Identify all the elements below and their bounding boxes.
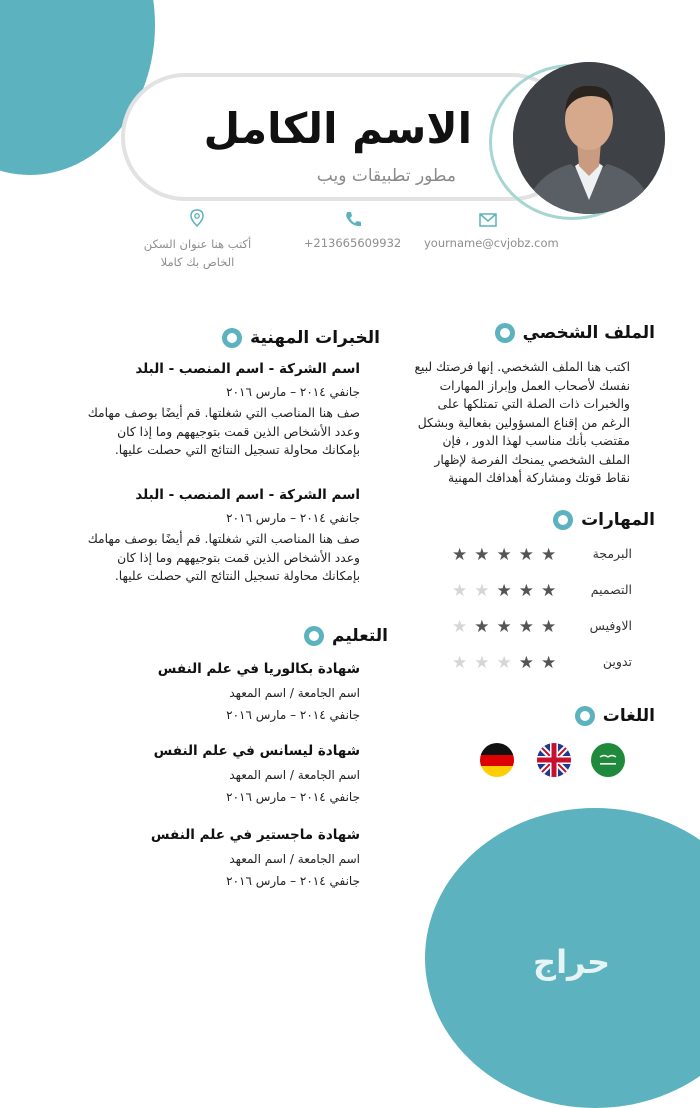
- address-line-2: الخاص بك كاملا: [160, 255, 235, 269]
- star-empty-icon: ★: [452, 617, 468, 637]
- star-empty-icon: ★: [452, 581, 468, 601]
- united-kingdom-flag-icon: [537, 743, 571, 777]
- experience-1-heading: اسم الشركة - اسم المنصب - البلد: [135, 361, 360, 377]
- experience-1-description: صف هنا المناصب التي شغلتها. قم أيضًا بوصف مهامك وعدد الأشخاص الذين قمت بتوجيههم وما إذا كان بإمكانك محاولة تسجيل النتائج التي حصلت عليها.: [87, 406, 360, 457]
- skill-row: [452, 654, 632, 676]
- phone-icon: [343, 210, 363, 228]
- star-filled-icon: ★: [474, 545, 490, 565]
- skill-row: [452, 546, 632, 568]
- email-icon: [478, 211, 498, 229]
- star-filled-icon: ★: [518, 617, 534, 637]
- experience-title: الخبرات المهنية: [250, 328, 380, 348]
- experience-section-header: [222, 328, 380, 348]
- education-2-institution: اسم الجامعة / اسم المعهد: [229, 768, 360, 782]
- star-filled-icon: ★: [496, 545, 512, 565]
- job-title: مطور تطبيقات ويب: [316, 166, 456, 186]
- education-1-degree: شهادة بكالوريا في علم النفس: [157, 661, 360, 677]
- skill-label: البرمجة: [592, 546, 632, 561]
- star-empty-icon: ★: [474, 653, 490, 673]
- skill-rating: [452, 652, 556, 674]
- star-filled-icon: ★: [541, 617, 557, 637]
- star-filled-icon: ★: [474, 617, 490, 637]
- profile-title: الملف الشخصي: [522, 323, 655, 343]
- education-1-date: جانفي ٢٠١٤ – مارس ٢٠١٦: [226, 708, 360, 722]
- phone-text: +213665609932: [303, 236, 402, 250]
- education-2-degree: شهادة ليسانس في علم النفس: [153, 743, 360, 759]
- skills-section-header: [553, 510, 655, 530]
- skill-label: التصميم: [590, 582, 632, 597]
- star-filled-icon: ★: [541, 545, 557, 565]
- experience-2-description: صف هنا المناصب التي شغلتها. قم أيضًا بوصف مهامك وعدد الأشخاص الذين قمت بتوجيههم وما إذا كان بإمكانك محاولة تسجيل النتائج التي حصلت عليها.: [87, 532, 360, 583]
- saudi-arabia-flag-icon: [591, 743, 625, 777]
- skill-rating: [452, 544, 556, 566]
- star-empty-icon: ★: [452, 653, 468, 673]
- star-filled-icon: ★: [518, 581, 534, 601]
- education-section-header: [304, 626, 388, 646]
- education-3-date: جانفي ٢٠١٤ – مارس ٢٠١٦: [226, 874, 360, 888]
- star-filled-icon: ★: [518, 545, 534, 565]
- star-filled-icon: ★: [496, 581, 512, 601]
- section-bullet-icon: [553, 510, 573, 530]
- experience-2-date: جانفي ٢٠١٤ – مارس ٢٠١٦: [226, 511, 360, 525]
- skill-label: تدوين: [602, 654, 632, 669]
- skill-row: [452, 582, 632, 604]
- education-3-degree: شهادة ماجستير في علم النفس: [150, 827, 360, 843]
- location-pin-icon: [187, 209, 207, 227]
- section-bullet-icon: [304, 626, 324, 646]
- section-bullet-icon: [222, 328, 242, 348]
- education-2-date: جانفي ٢٠١٤ – مارس ٢٠١٦: [226, 790, 360, 804]
- profile-photo: [513, 62, 665, 214]
- skill-rating: [452, 580, 556, 602]
- star-filled-icon: ★: [541, 653, 557, 673]
- profile-text: اكتب هنا الملف الشخصي. إنها فرصتك لبيع نفسك لأصحاب العمل وإبراز المهارات والخبرات ذات الصلة التي تمتلكها على الرغم من إقناع المسؤولين بفعالية وبشكل مقتضب بأنك مناسب لهذا الدور ، فإن الملف الشخصي يمنحك الفرصة لإظهار نقاط قوتك ومشاركة أهدافك المهنية: [414, 360, 630, 485]
- skill-row: [452, 618, 632, 640]
- section-bullet-icon: [575, 706, 595, 726]
- education-title: التعليم: [332, 626, 388, 646]
- profile-section-header: [495, 323, 655, 343]
- experience-1-date: جانفي ٢٠١٤ – مارس ٢٠١٦: [226, 385, 360, 399]
- education-1-institution: اسم الجامعة / اسم المعهد: [229, 686, 360, 700]
- germany-flag-icon: [480, 743, 514, 777]
- haraj-watermark-logo: حراج: [533, 943, 610, 981]
- section-bullet-icon: [495, 323, 515, 343]
- skill-label: الاوفيس: [589, 618, 632, 633]
- star-filled-icon: ★: [496, 617, 512, 637]
- address: [130, 235, 265, 271]
- star-empty-icon: ★: [474, 581, 490, 601]
- education-3-institution: اسم الجامعة / اسم المعهد: [229, 852, 360, 866]
- star-empty-icon: ★: [496, 653, 512, 673]
- star-filled-icon: ★: [541, 581, 557, 601]
- skill-rating: [452, 616, 556, 638]
- languages-section-header: [575, 706, 655, 726]
- skills-title: المهارات: [581, 510, 655, 530]
- star-filled-icon: ★: [518, 653, 534, 673]
- star-filled-icon: ★: [452, 545, 468, 565]
- experience-2-heading: اسم الشركة - اسم المنصب - البلد: [135, 487, 360, 503]
- languages-title: اللغات: [602, 706, 655, 726]
- email-text: yourname@cvjobz.com: [424, 236, 559, 250]
- full-name: الاسم الكامل: [203, 104, 472, 153]
- address-line-1: أكتب هنا عنوان السكن: [143, 237, 252, 251]
